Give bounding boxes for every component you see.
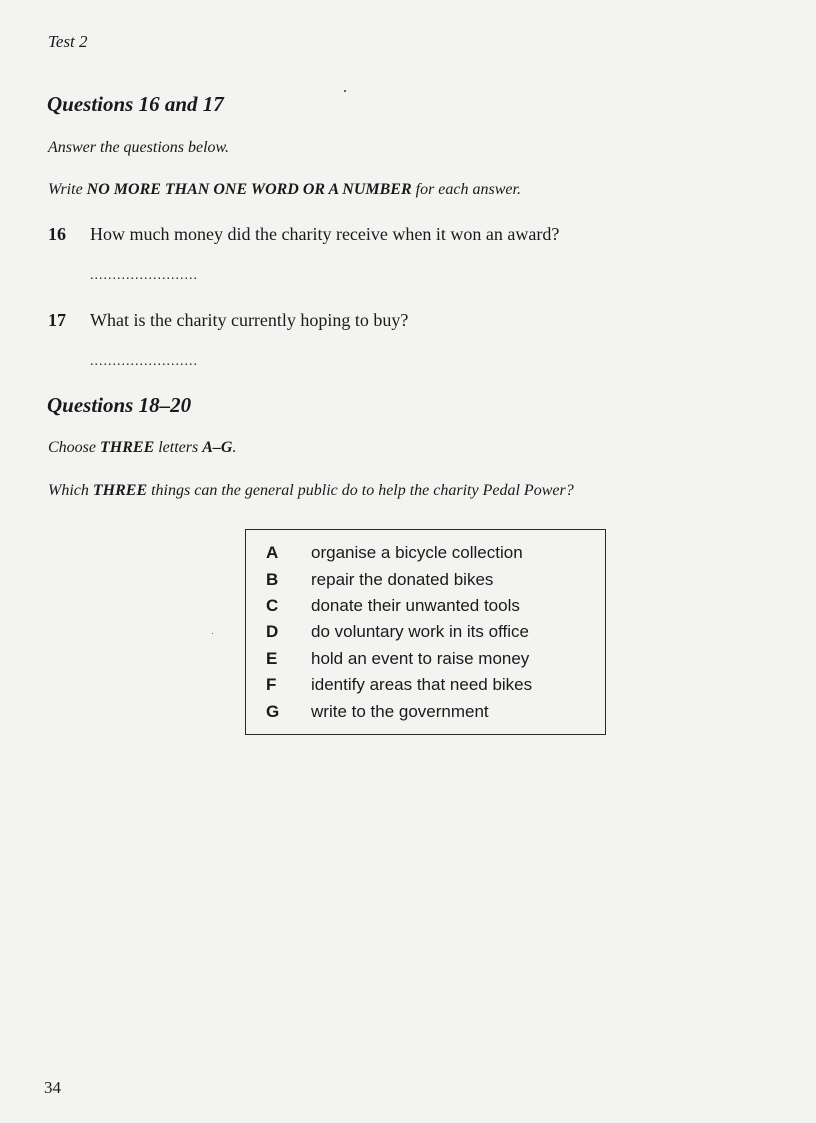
- question-number: 17: [48, 310, 66, 330]
- instruction-choose-three: Choose THREE letters A–G.: [48, 439, 237, 456]
- option-text: write to the government: [311, 701, 489, 721]
- option-e[interactable]: [246, 646, 605, 672]
- option-f[interactable]: [246, 672, 605, 698]
- answer-blank-16[interactable]: ........................: [90, 268, 198, 283]
- option-text: organise a bicycle collection: [311, 543, 523, 563]
- option-letter: F: [266, 675, 277, 695]
- option-a[interactable]: [246, 540, 605, 566]
- option-text: repair the donated bikes: [311, 569, 494, 589]
- option-b[interactable]: [246, 566, 605, 592]
- option-text: identify areas that need bikes: [311, 675, 533, 695]
- option-text: hold an event to raise money: [311, 648, 530, 668]
- option-letter: D: [266, 622, 279, 642]
- section-heading-16-17: Questions 16 and 17: [47, 92, 224, 116]
- option-text: donate their unwanted tools: [311, 595, 520, 615]
- page-number: 34: [44, 1078, 61, 1097]
- answer-blank-17[interactable]: ........................: [90, 354, 198, 369]
- question-text: What is the charity currently hoping to buy?: [90, 310, 409, 330]
- option-letter: E: [266, 648, 278, 668]
- option-letter: G: [266, 701, 280, 721]
- option-d[interactable]: [246, 619, 605, 645]
- instruction-which-three: Which THREE things can the general public do to help the charity Pedal Power?: [48, 482, 574, 499]
- option-c[interactable]: [246, 593, 605, 619]
- instruction-word-limit: Write NO MORE THAN ONE WORD OR A NUMBER for each answer.: [48, 181, 521, 198]
- option-letter: A: [266, 543, 279, 563]
- option-letter: C: [266, 595, 279, 615]
- option-letter: B: [266, 569, 279, 589]
- scan-speck: [212, 633, 213, 634]
- instruction-answer-below: Answer the questions below.: [48, 139, 230, 156]
- scan-speck: [344, 90, 346, 92]
- section-heading-18-20: Questions 18–20: [47, 393, 192, 417]
- question-16: [48, 224, 559, 245]
- options-box: [245, 529, 606, 735]
- test-label: Test 2: [48, 32, 88, 51]
- question-text: How much money did the charity receive when it won an award?: [90, 224, 560, 244]
- option-text: do voluntary work in its office: [311, 622, 529, 642]
- question-number: 16: [48, 224, 66, 244]
- question-17: [48, 310, 408, 331]
- option-g[interactable]: [246, 698, 605, 724]
